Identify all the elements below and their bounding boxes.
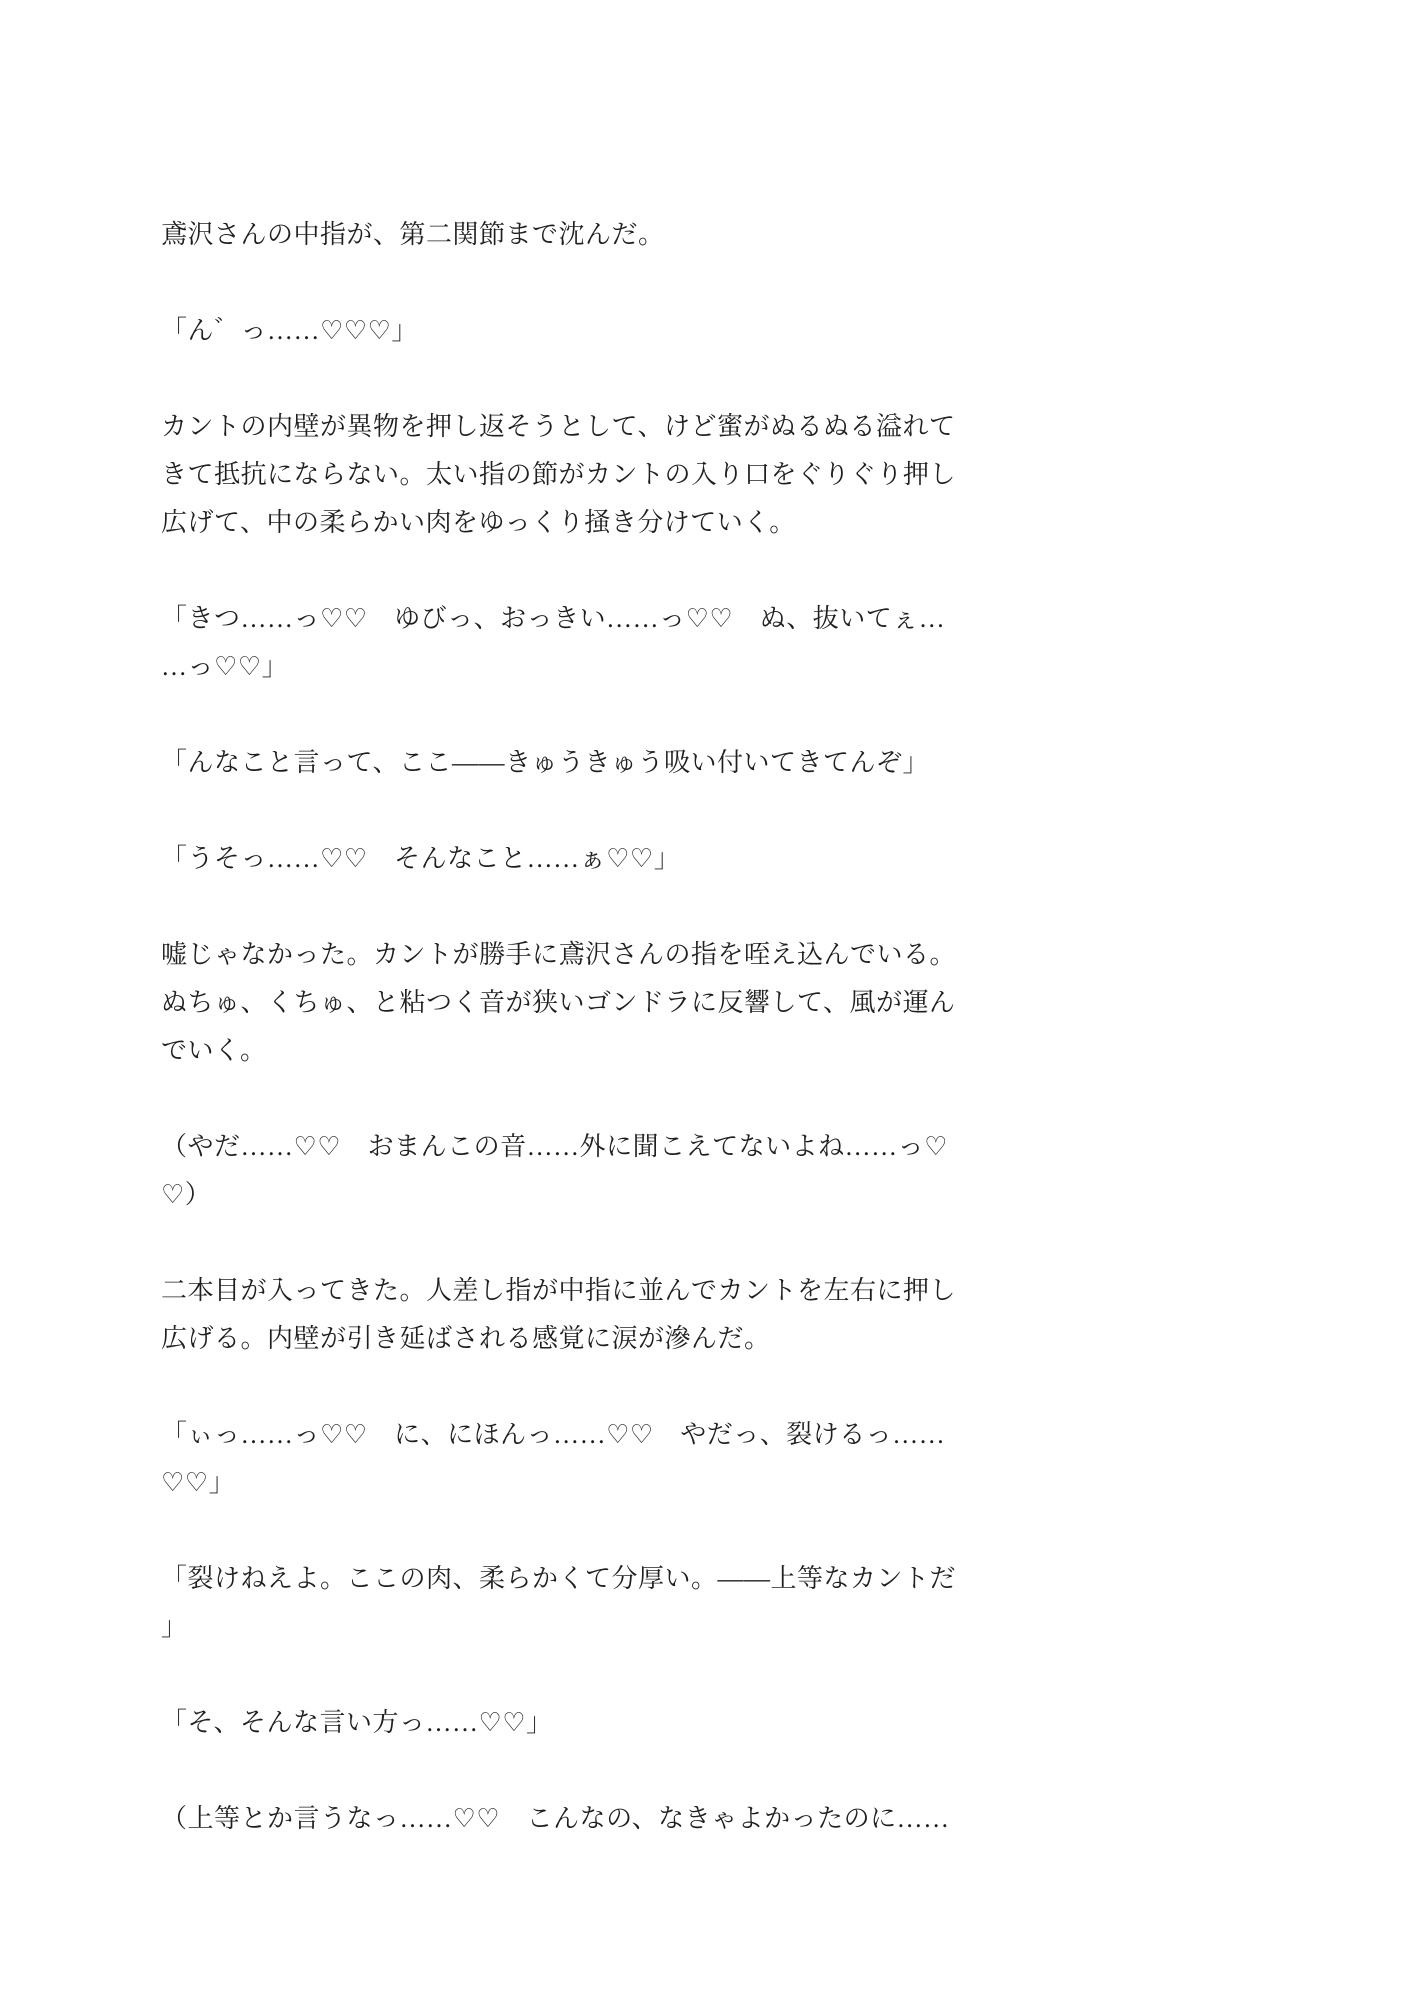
text-line: ♡♡」 xyxy=(161,1468,236,1497)
text-line: 広げて、中の柔らかい肉をゆっくり掻き分けていく。 xyxy=(161,508,796,537)
paragraph-gap xyxy=(161,883,961,931)
text-line: 鳶沢さんの中指が、第二関節まで沈んだ。 xyxy=(161,220,665,249)
text-line: 「そ、そんな言い方っ……♡♡」 xyxy=(161,1708,553,1737)
text-line: 「裂けねえよ。ここの肉、柔らかくて分厚い。——上等なカントだ xyxy=(161,1564,957,1593)
text-line: 「ぃっ……っ♡♡ に、にほんっ……♡♡ やだっ、裂けるっ…… xyxy=(161,1420,946,1449)
text-line: 「ん゛っ……♡♡♡」 xyxy=(161,316,418,345)
text-line: 二本目が入ってきた。人差し指が中指に並んでカントを左右に押し xyxy=(161,1276,957,1305)
paragraph-gap xyxy=(161,1363,961,1411)
paragraph-gap xyxy=(161,1747,961,1795)
text-block xyxy=(161,211,961,1843)
text-line: 広げる。内壁が引き延ばされる感覚に涙が滲んだ。 xyxy=(161,1324,771,1353)
paragraph-gap xyxy=(161,691,961,739)
paragraph-gap xyxy=(161,259,961,307)
text-line: （上等とか言うなっ……♡♡ こんなの、なきゃよかったのに…… xyxy=(161,1804,950,1833)
paragraph-gap xyxy=(161,547,961,595)
text-line: 「きつ……っ♡♡ ゆびっ、おっきい……っ♡♡ ぬ、抜いてぇ… xyxy=(161,604,946,633)
text-line: 嘘じゃなかった。カントが勝手に鳶沢さんの指を咥え込んでいる。 xyxy=(161,940,957,969)
paragraph-gap xyxy=(161,787,961,835)
text-line: 」 xyxy=(161,1612,188,1641)
text-line: 「うそっ……♡♡ そんなこと……ぁ♡♡」 xyxy=(161,844,681,873)
paragraph-gap xyxy=(161,1651,961,1699)
text-line: …っ♡♡」 xyxy=(161,652,289,681)
text-line: カントの内壁が異物を押し返そうとして、けど蜜がぬるぬる溢れて xyxy=(161,412,956,441)
text-line: でいく。 xyxy=(161,1036,267,1065)
paragraph-gap xyxy=(161,355,961,403)
paragraph-gap xyxy=(161,1507,961,1555)
text-line: （やだ……♡♡ おまんこの音……外に聞こえてないよね……っ♡ xyxy=(161,1132,948,1161)
text-line: きて抵抗にならない。太い指の節がカントの入り口をぐりぐり押し xyxy=(161,460,957,489)
paragraph-gap xyxy=(161,1219,961,1267)
text-line: ぬちゅ、くちゅ、と粘つく音が狭いゴンドラに反響して、風が運ん xyxy=(161,988,956,1017)
paragraph-gap xyxy=(161,1075,961,1123)
text-line: 「んなこと言って、ここ——きゅうきゅう吸い付いてきてんぞ」 xyxy=(161,748,929,777)
text-line: ♡） xyxy=(161,1180,212,1209)
